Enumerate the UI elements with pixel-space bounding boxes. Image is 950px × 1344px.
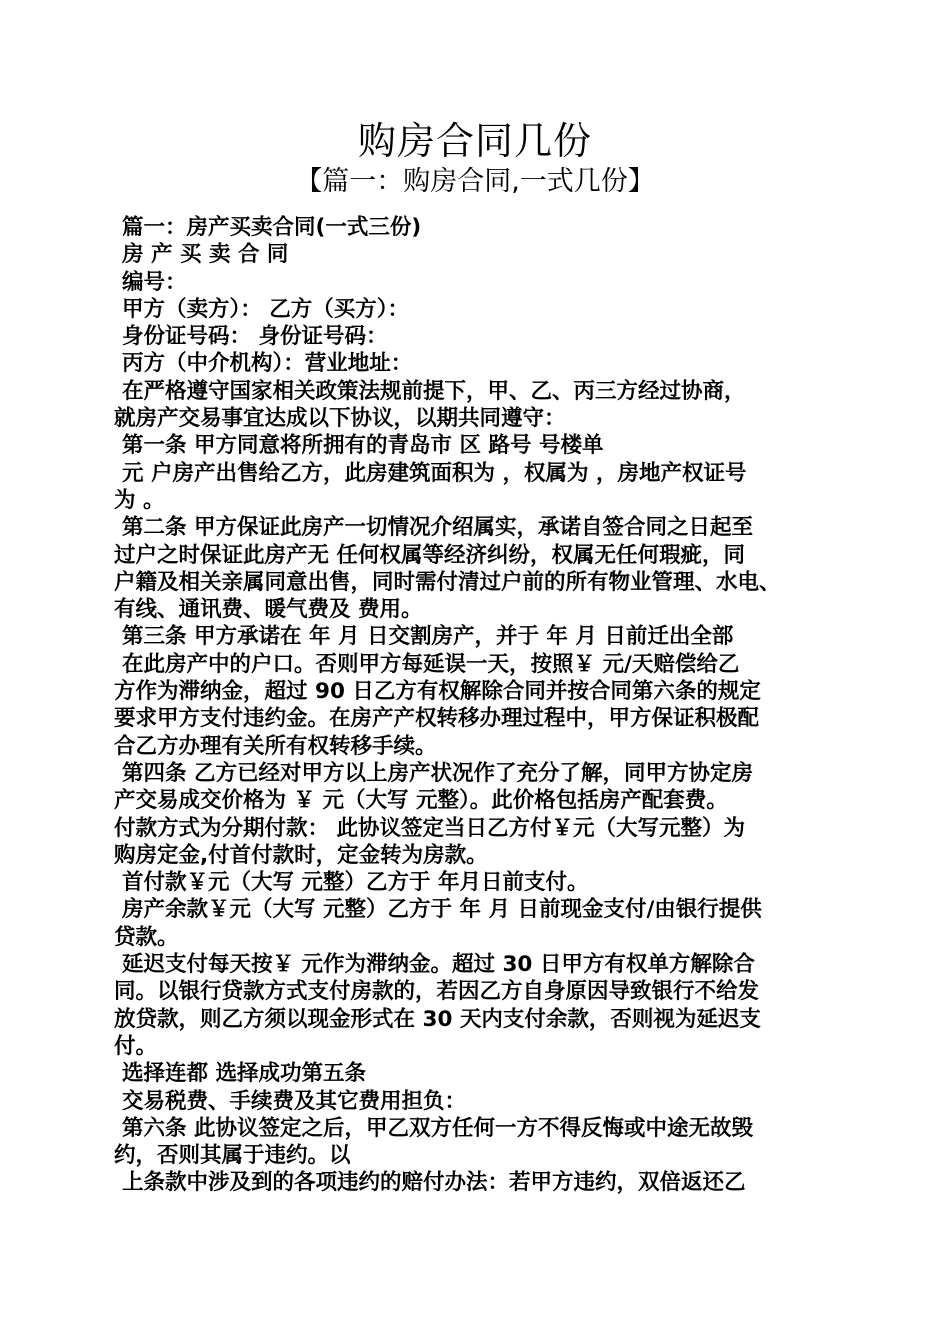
text-line: 户籍及相关亲属同意出售，同时需付清过户前的所有物业管理、水电、 [114, 569, 781, 595]
text-line: 第六条 此协议签定之后，甲乙双方任何一方不得反悔或中途无故毁 [122, 1115, 753, 1141]
text-line: 方作为滞纳金，超过 90 日乙方有权解除合同并按合同第六条的规定 [114, 679, 761, 705]
text-line: 合乙方办理有关所有权转移手续。 [114, 733, 437, 759]
text-line: 在此房产中的户口。否则甲方每延误一天，按照￥ 元/天赔偿给乙 [122, 651, 740, 677]
document-subtitle: 【篇一：购房合同,一式几份】 [295, 166, 655, 197]
text-line: 在严格遵守国家相关政策法规前提下，甲、乙、丙三方经过协商， [122, 378, 746, 404]
text-line: 同。以银行贷款方式支付房款的，若因乙方自身原因导致银行不给发 [114, 979, 760, 1005]
text-line: 篇一：房产买卖合同(一式三份) [122, 215, 422, 240]
text-line: 为 。 [114, 487, 165, 513]
text-line: 编号： [122, 269, 187, 295]
text-line: 贷款。 [114, 924, 179, 950]
text-line: 元 户房产出售给乙方，此房建筑面积为 ，权属为 ，房地产权证号 [122, 460, 747, 486]
document-title: 购房合同几份 [357, 119, 592, 163]
text-line: 上条款中涉及到的各项违约的赔付办法：若甲方违约，双倍返还乙 [122, 1170, 746, 1196]
text-line: 产交易成交价格为 ￥ 元（大写 元整）。此价格包括房产配套费。 [114, 788, 728, 814]
text-line: 交易税费、手续费及其它费用担负： [122, 1088, 467, 1114]
text-line: 过户之时保证此房产无 任何权属等经济纠纷，权属无任何瑕疵，同 [114, 542, 745, 568]
text-line: 购房定金,付首付款时，定金转为房款。 [114, 842, 488, 868]
text-line: 付。 [114, 1033, 158, 1059]
text-line: 第一条 甲方同意将所拥有的青岛市 区 路号 号楼单 [122, 433, 604, 459]
text-line: 第二条 甲方保证此房产一切情况介绍属实，承诺自签合同之日起至 [122, 515, 753, 541]
text-line: 付款方式为分期付款： 此协议签定当日乙方付￥元（大写元整）为 [114, 815, 745, 841]
document-body [114, 214, 854, 1197]
text-line: 甲方（卖方）： 乙方（买方）： [122, 296, 409, 322]
text-line: 第四条 乙方已经对甲方以上房产状况作了充分了解，同甲方协定房 [122, 760, 753, 786]
text-line: 丙方（中介机构）：营业地址： [122, 351, 413, 377]
text-line: 房 产 买 卖 合 同 [122, 242, 289, 268]
text-line: 身份证号码： 身份证号码： [122, 324, 388, 350]
text-line: 约，否则其属于违约。以 [114, 1143, 351, 1169]
text-line: 放贷款，则乙方须以现金形式在 30 天内支付余款，否则视为延迟支 [114, 1006, 761, 1032]
text-line: 房产余款￥元（大写 元整）乙方于 年 月 日前现金支付/由银行提供 [122, 897, 762, 923]
text-line: 第三条 甲方承诺在 年 月 日交割房产，并于 年 月 日前迁出全部 [122, 624, 734, 650]
text-line: 首付款￥元（大写 元整）乙方于 年月日前支付。 [122, 870, 589, 896]
text-line: 有线、通讯费、暖气费及 费用。 [114, 597, 423, 623]
text-line: 就房产交易事宜达成以下协议，以期共同遵守： [114, 406, 566, 432]
text-line: 延迟支付每天按￥ 元作为滞纳金。超过 30 日甲方有权单方解除合 [122, 952, 755, 978]
text-line: 要求甲方支付违约金。在房产产权转移办理过程中，甲方保证积极配 [114, 706, 760, 732]
text-line: 选择连都 选择成功第五条 [122, 1061, 366, 1087]
